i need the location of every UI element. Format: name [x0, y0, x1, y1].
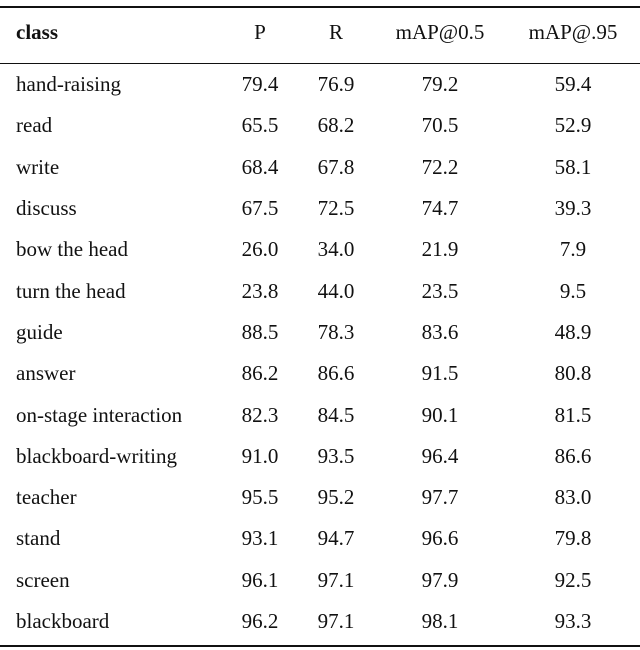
table-row [0, 477, 640, 518]
cell-map95: 92.5 [554, 567, 592, 592]
table-header [0, 8, 640, 64]
table-row [0, 353, 640, 394]
table-row [0, 394, 640, 435]
cell-map95: 93.3 [554, 609, 592, 633]
cell-class: discuss [16, 196, 77, 221]
header-class: class [16, 19, 58, 44]
cell-map50: 90.1 [421, 402, 459, 427]
cell-map95: 80.8 [554, 361, 592, 386]
cell-map95: 79.8 [554, 526, 592, 551]
table-row [0, 312, 640, 353]
cell-map95: 52.9 [554, 113, 592, 138]
cell-recall: 84.5 [317, 402, 355, 427]
cell-precision: 67.5 [241, 196, 279, 221]
cell-precision: 65.5 [241, 113, 279, 138]
cell-map50: 96.6 [421, 526, 459, 551]
cell-recall: 78.3 [317, 319, 355, 344]
cell-recall: 95.2 [317, 485, 355, 510]
cell-class: answer [16, 361, 76, 386]
cell-map95: 58.1 [554, 154, 592, 179]
cell-recall: 97.1 [317, 609, 355, 633]
cell-class: bow the head [16, 237, 128, 262]
cell-map50: 23.5 [421, 278, 459, 303]
cell-map50: 83.6 [421, 319, 459, 344]
cell-class: read [16, 113, 53, 138]
cell-precision: 26.0 [241, 237, 279, 262]
cell-map50: 91.5 [421, 361, 459, 386]
cell-class: blackboard-writing [16, 443, 177, 468]
cell-map50: 74.7 [421, 196, 459, 221]
cell-precision: 88.5 [241, 319, 279, 344]
cell-class: teacher [16, 485, 77, 510]
cell-recall: 76.9 [317, 72, 355, 97]
table-row [0, 601, 640, 642]
cell-map50: 72.2 [421, 154, 459, 179]
table-row [0, 147, 640, 188]
cell-recall: 94.7 [317, 526, 355, 551]
table-body [0, 64, 640, 642]
cell-precision: 68.4 [241, 154, 279, 179]
cell-precision: 23.8 [241, 278, 279, 303]
cell-map50: 21.9 [421, 237, 459, 262]
bottom-rule [0, 645, 640, 647]
cell-map95: 86.6 [554, 443, 592, 468]
cell-map95: 7.9 [559, 237, 587, 262]
cell-precision: 96.1 [241, 567, 279, 592]
header-recall: R [328, 19, 343, 44]
cell-map95: 59.4 [554, 72, 592, 97]
cell-recall: 93.5 [317, 443, 355, 468]
cell-class: blackboard [16, 609, 110, 633]
table-row [0, 436, 640, 477]
table-row [0, 64, 640, 105]
cell-map95: 39.3 [554, 196, 592, 221]
cell-map95: 9.5 [559, 278, 587, 303]
cell-precision: 93.1 [241, 526, 279, 551]
cell-recall: 34.0 [317, 237, 355, 262]
header-map50: mAP@0.5 [395, 19, 485, 44]
results-table [0, 8, 640, 642]
table-row [0, 229, 640, 270]
cell-recall: 72.5 [317, 196, 355, 221]
cell-map50: 97.7 [421, 485, 459, 510]
cell-precision: 82.3 [241, 402, 279, 427]
cell-map50: 97.9 [421, 567, 459, 592]
cell-precision: 95.5 [241, 485, 279, 510]
table-row [0, 560, 640, 601]
header-precision: P [254, 19, 266, 44]
cell-map95: 81.5 [554, 402, 592, 427]
cell-class: stand [16, 526, 61, 551]
header-map95: mAP@.95 [528, 19, 618, 44]
cell-class: hand-raising [16, 72, 121, 97]
cell-class: write [16, 154, 60, 179]
cell-precision: 96.2 [241, 609, 279, 633]
table-row [0, 105, 640, 146]
cell-recall: 97.1 [317, 567, 355, 592]
header-row [0, 8, 640, 56]
cell-precision: 91.0 [241, 443, 279, 468]
cell-recall: 86.6 [317, 361, 355, 386]
cell-class: turn the head [16, 278, 126, 303]
table-row [0, 518, 640, 559]
cell-recall: 68.2 [317, 113, 355, 138]
cell-recall: 67.8 [317, 154, 355, 179]
cell-precision: 79.4 [241, 72, 279, 97]
cell-class: screen [16, 567, 70, 592]
table-row [0, 188, 640, 229]
cell-precision: 86.2 [241, 361, 279, 386]
cell-class: guide [16, 319, 63, 344]
cell-recall: 44.0 [317, 278, 355, 303]
cell-map95: 48.9 [554, 319, 592, 344]
cell-class: on-stage interaction [16, 402, 183, 427]
table-row [0, 270, 640, 311]
cell-map95: 83.0 [554, 485, 592, 510]
cell-map50: 79.2 [421, 72, 459, 97]
cell-map50: 98.1 [421, 609, 459, 633]
cell-map50: 96.4 [421, 443, 459, 468]
cell-map50: 70.5 [421, 113, 459, 138]
